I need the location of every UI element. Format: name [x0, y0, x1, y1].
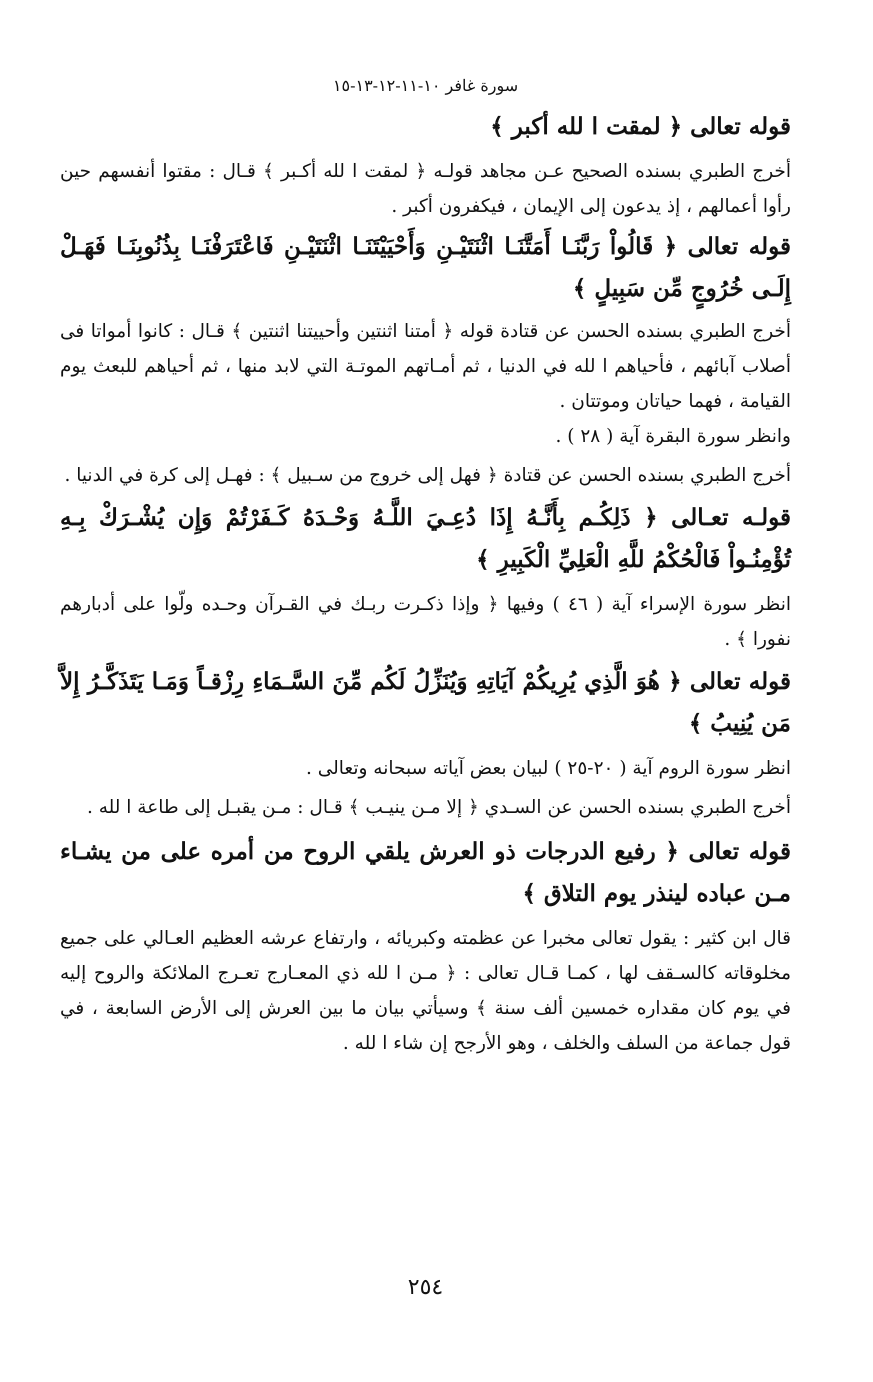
book-page: [60, 0, 791, 1382]
cross-reference: انظر سورة الإسراء آية ( ٤٦ ) وفيها ﴿ وإذا ذكـرت ربـك في القـرآن وحـده ولّوا على أدبارهم نفورا ﴾ .: [60, 594, 791, 650]
cross-reference: انظر سورة الروم آية ( ٢٠-٢٥ ) لبيان بعض آياته سبحانه وتعالى .: [305, 758, 791, 779]
commentary-paragraph: أخرج الطبري بسنده الحسن عن السـدي ﴿ إلا مـن ينيـب ﴾ قـال : مـن يقبـل إلى طاعة ا لله .: [86, 797, 791, 818]
page-number: ٢٥٤: [407, 1275, 444, 1300]
verse-heading: قوله تعالى ﴿ هُوَ الَّذِي يُرِيكُمْ آيَاتِهِ وَيُنَزِّلُ لَكُم مِّنَ السَّـمَاءِ رِزْقـاً وَمَـا يَتَذَكَّـرُ إِلاَّ مَن يُنِيبُ ﴾: [60, 668, 791, 737]
cross-reference: وانظر سورة البقرة آية ( ٢٨ ) .: [555, 426, 791, 447]
verse-heading: قوله تعالى ﴿ رفيع الدرجات ذو العرش يلقي الروح من أمره على من يشـاء مـن عباده لينذر يوم التلاق ﴾: [60, 838, 791, 907]
verse-heading: قوله تعالى ﴿ لمقت ا لله أكبر ﴾: [490, 113, 791, 140]
verse-heading: قوله تعالى ﴿ قَالُواْ رَبَّنَـا أَمَتَّنَـا اثْنَتَيْـنِ وَأَحْيَيْتَنَـا اثْنَتَيْـنِ فَاعْتَرَفْنَـا بِذُنُوبِنَـا فَهَـلْ إِلَـى خُرُوجٍ مِّن سَبِيلٍ ﴾: [60, 233, 791, 302]
commentary-paragraph: قال ابن كثير : يقول تعالى مخبرا عن عظمته وكبريائه ، وارتفاع عرشه العظيم العـالي على جميع مخلوقاته كالسـقف لها ، كمـا قـال تعالى : ﴿ مـن ا لله ذي المعـارج تعـرج الملائكة والروح إليه في يوم كان مقداره خمسين ألف سنة ﴾ وسيأتي بيان ما بين العرش إلى الأرض السابعة ، في قول جماعة من السلف والخلف ، وهو الأرجح إن شاء ا لله .: [60, 928, 791, 1054]
commentary-paragraph: أخرج الطبري بسنده الحسن عن قتادة قوله ﴿ أمتنا اثنتين وأحييتنا اثنتين ﴾ قـال : كانوا أمواتا فى أصلاب آبائهم ، فأحياهم ا لله في الدنيا ، ثم أمـاتهم الموتـة التي لابد منها ، ثم أحياهم للبعث يوم القيامة ، فهما حياتان وموتتان .: [60, 321, 791, 412]
page-body: [60, 106, 791, 1061]
running-header: سورة غافر ١٠-١١-١٢-١٣-١٥: [332, 76, 519, 95]
commentary-paragraph: أخرج الطبري بسنده الصحيح عـن مجاهد قولـه ﴿ لمقت ا لله أكـبر ﴾ قـال : مقتوا أنفسهم حين رأوا أعمالهم ، إذ يدعون إلى الإيمان ، فيكفرون أكبر .: [60, 161, 791, 217]
verse-heading: قولـه تعـالى ﴿ ذَلِكُـم بِأَنَّـهُ إِذَا دُعِـيَ اللَّـهُ وَحْـدَهُ كَـفَرْتُمْ وَإِن يُشْـرَكْ بِـهِ تُؤْمِنُـواْ فَالْحُكْمُ للَّهِ الْعَلِيِّ الْكَبِيرِ ﴾: [60, 504, 791, 573]
commentary-paragraph: أخرج الطبري بسنده الحسن عن قتادة ﴿ فهل إلى خروج من سـبيل ﴾ : فهـل إلى كرة في الدنيا .: [64, 465, 791, 486]
